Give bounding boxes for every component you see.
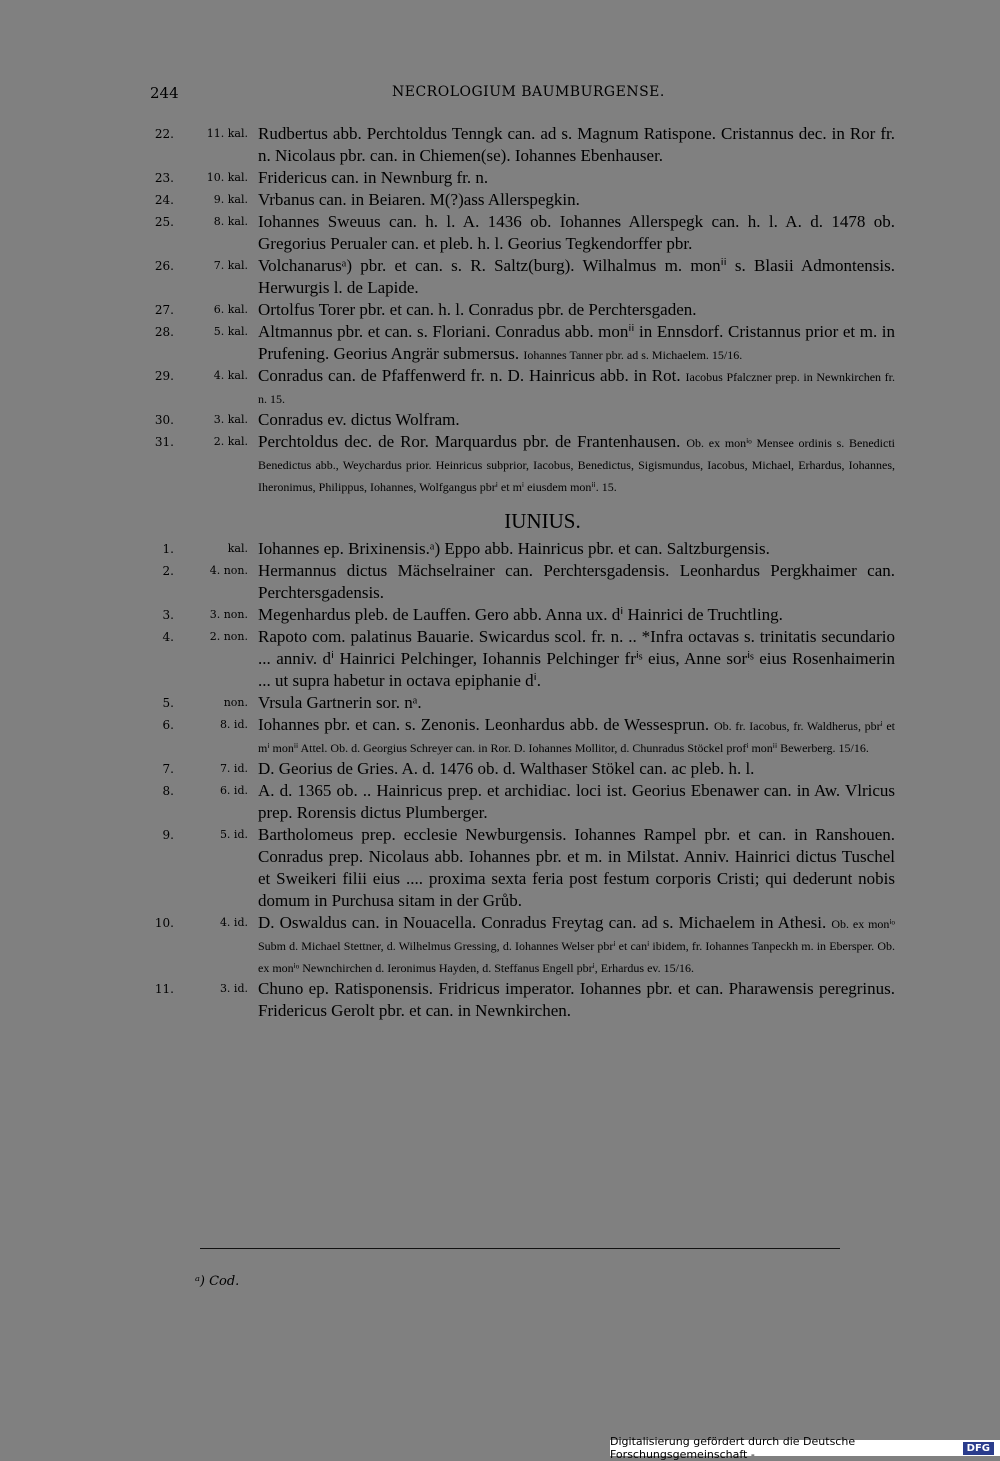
entry-row — [150, 538, 895, 560]
entry-text — [258, 299, 895, 321]
entry-date: non. — [223, 696, 248, 709]
entry-date: 4. non. — [209, 564, 248, 577]
entry-text — [258, 321, 895, 365]
entry-number: 7. — [162, 762, 174, 776]
entry-main-text: Perchtoldus dec. de Ror. Marquardus pbr. de Frantenhausen. — [258, 432, 681, 451]
entry-main-text: Chuno ep. Ratisponensis. Fridricus imperator. Iohannes pbr. et can. Pharawensis peregrinus. Fridericus Gerolt pbr. et can. in Newnkirchen. — [258, 979, 895, 1020]
entry-number: 5. — [162, 696, 174, 710]
entry-number: 24. — [154, 193, 174, 207]
entry-main-text: Ortolfus Torer pbr. et can. h. l. Conradus pbr. de Perchtersgaden. — [258, 300, 697, 319]
entry-date: 5. id. — [219, 828, 248, 841]
entry-number: 2. — [162, 564, 174, 578]
entry-text — [258, 409, 895, 431]
running-head: NECROLOGIUM BAUMBURGENSE. — [392, 84, 665, 100]
entry-text — [258, 978, 895, 1022]
entry-row — [150, 299, 895, 321]
entry-date: 4. kal. — [213, 369, 248, 382]
entry-text — [258, 189, 895, 211]
entry-date: 4. id. — [219, 916, 248, 929]
entry-number: 28. — [154, 325, 174, 339]
entry-row — [150, 167, 895, 189]
entry-row — [150, 431, 895, 497]
entry-row — [150, 189, 895, 211]
entry-main-text: Hermannus dictus Mächselrainer can. Perchtersgadensis. Leonhardus Pergkhaimer can. Perchtersgadensis. — [258, 561, 895, 602]
entry-text — [258, 560, 895, 604]
footer-bar — [610, 1435, 1000, 1461]
entry-later-addition: Iohannes Tanner pbr. ad s. Michaelem. 15/16. — [523, 348, 743, 362]
entry-row — [150, 604, 895, 626]
entry-text — [258, 431, 895, 497]
entry-main-text: Iohannes ep. Brixinensis.ᵃ) Eppo abb. Hainricus pbr. et can. Saltzburgensis. — [258, 539, 770, 558]
footer-text: Digitalisierung gefördert durch die Deutsche Forschungsgemeinschaft - — [610, 1435, 856, 1461]
entry-row — [150, 692, 895, 714]
entry-row — [150, 912, 895, 978]
entry-main-text: Iohannes pbr. et can. s. Zenonis. Leonhardus abb. de Wessesprun. — [258, 715, 710, 734]
entry-number: 1. — [162, 542, 174, 556]
entry-row — [150, 714, 895, 758]
entry-main-text: D. Georius de Gries. A. d. 1476 ob. d. Walthaser Stökel can. ac pleb. h. l. — [258, 759, 755, 778]
entry-date: 2. kal. — [213, 435, 248, 448]
entry-date: 9. kal. — [213, 193, 248, 206]
entry-date: 2. non. — [209, 630, 248, 643]
entry-number: 26. — [154, 259, 174, 273]
entry-number: 10. — [154, 916, 174, 930]
entry-date: kal. — [227, 542, 248, 555]
may-entries — [150, 123, 895, 497]
entry-number: 27. — [154, 303, 174, 317]
page-content — [150, 123, 895, 1022]
entry-later-addition: Ob. ex monⁱᵒ Subm d. Michael Stettner, d. Wilhelmus Gressing, d. Iohannes Welser pbrⁱ et canⁱ ibidem, fr. Iohannes Tanpeckh m. in Ebersper. Ob. ex monⁱᵒ Newnchirchen d. Ieronimus Hayden, d. Steffanus Engell pbrⁱ, Erhardus ev. 15/16. — [258, 917, 896, 975]
entry-row — [150, 978, 895, 1022]
entry-text — [258, 692, 895, 714]
entry-date: 8. id. — [219, 718, 248, 731]
entry-main-text: Vrbanus can. in Beiaren. M(?)ass Allerspegkin. — [258, 190, 580, 209]
entry-row — [150, 626, 895, 692]
entry-number: 11. — [154, 982, 174, 996]
entry-number: 9. — [162, 828, 174, 842]
entry-date: 6. id. — [219, 784, 248, 797]
entry-text — [258, 538, 895, 560]
footnote: ᵃ) Cod. — [195, 1274, 240, 1289]
entry-row — [150, 780, 895, 824]
entry-main-text: Altmannus pbr. et can. s. Floriani. Conradus abb. monⁱⁱ in Ennsdorf. Cristannus prior et m. in Prufening. Georius Angrär submersus. — [258, 322, 895, 363]
entry-main-text: A. d. 1365 ob. .. Hainricus prep. et archidiac. loci ist. Georius Ebenawer can. in Aw. Vlricus prep. Rorensis dictus Plumberger. — [258, 781, 895, 822]
entry-row — [150, 255, 895, 299]
entry-text — [258, 211, 895, 255]
entry-number: 31. — [154, 435, 174, 449]
entry-text — [258, 365, 895, 409]
entry-text — [258, 167, 895, 189]
entry-main-text: D. Oswaldus can. in Nouacella. Conradus Freytag can. ad s. Michaelem in Athesi. — [258, 913, 827, 932]
entry-date: 6. kal. — [213, 303, 248, 316]
entry-number: 22. — [154, 127, 174, 141]
entry-row — [150, 824, 895, 912]
entry-main-text: Fridericus can. in Newnburg fr. n. — [258, 168, 489, 187]
entry-date: 7. id. — [219, 762, 248, 775]
entry-date: 11. kal. — [206, 127, 248, 140]
entry-date: 3. non. — [209, 608, 248, 621]
entry-main-text: Bartholomeus prep. ecclesie Newburgensis. Iohannes Rampel pbr. et can. in Ranshouen. Conradus prep. Nicolaus abb. Iohannes pbr. et m. in Milstat. Anniv. Hainrici dictus Tuschel et Sweikeri filii eius .... proxima sexta feria post festum corporis Cristi; qui dederunt nobis domum in Purchusa sitam in der Grůb. — [258, 825, 895, 910]
entry-date: 7. kal. — [213, 259, 248, 272]
entry-text — [258, 912, 895, 978]
entry-row — [150, 758, 895, 780]
section-title: IUNIUS. — [504, 509, 581, 533]
june-entries — [150, 538, 895, 1022]
entry-number: 29. — [154, 369, 174, 383]
entry-text — [258, 824, 895, 912]
entry-text — [258, 123, 895, 167]
entry-number: 4. — [162, 630, 174, 644]
entry-main-text: Conradus ev. dictus Wolfram. — [258, 410, 460, 429]
entry-date: 10. kal. — [206, 171, 248, 184]
entry-number: 8. — [162, 784, 174, 798]
entry-later-addition: Iacobus Pfalczner prep. in Newnkirchen fr. n. 15. — [258, 370, 896, 406]
entry-main-text: Rapoto com. palatinus Bauarie. Swicardus scol. fr. n. .. *Infra octavas s. trinitatis secundario ... anniv. dⁱ Hainrici Pelchinger, Iohannis Pelchinger frⁱˢ eius, Anne sorⁱˢ eius Rosenhaimerin ... ut supra habetur in octava epiphanie dⁱ. — [258, 627, 895, 690]
entry-date: 8. kal. — [213, 215, 248, 228]
entry-row — [150, 123, 895, 167]
dfg-logo: DFG — [963, 1442, 994, 1455]
footnote-separator — [200, 1248, 840, 1249]
entry-number: 23. — [154, 171, 174, 185]
entry-number: 30. — [154, 413, 174, 427]
entry-date: 5. kal. — [213, 325, 248, 338]
entry-text — [258, 758, 895, 780]
entry-main-text: Volchanarusᵃ) pbr. et can. s. R. Saltz(burg). Wilhalmus m. monⁱⁱ s. Blasii Admontensis. Herwurgis l. de Lapide. — [258, 256, 895, 297]
entry-row — [150, 365, 895, 409]
page-number: 244 — [150, 84, 179, 102]
entry-later-addition: Ob. ex monⁱᵒ Mensee ordinis s. Benedicti Benedictus abb., Weychardus prior. Heinricus subprior, Iacobus, Benedictus, Sigismundus, Iacobus, Michael, Erhardus, Iohannes, Iheronimus, Philippus, Iohannes, Wolfgangus pbrⁱ et mⁱ eiusdem monⁱⁱ. 15. — [258, 436, 895, 494]
entry-main-text: Iohannes Sweuus can. h. l. A. 1436 ob. Iohannes Allerspegk can. h. l. A. d. 1478 ob. Gregorius Perualer can. et pleb. h. l. Georius Tegkendorffer pbr. — [258, 212, 895, 253]
entry-text — [258, 604, 895, 626]
entry-main-text: Megenhardus pleb. de Lauffen. Gero abb. Anna ux. dⁱ Hainrici de Truchtling. — [258, 605, 783, 624]
entry-later-addition: Ob. fr. Iacobus, fr. Waldherus, pbrⁱ et mⁱ monⁱⁱ Attel. Ob. d. Georgius Schreyer can. in Ror. D. Iohannes Mollitor, d. Chunradus Stöckel profⁱ monⁱⁱ Bewerberg. 15/16. — [258, 719, 896, 755]
entry-date: 3. id. — [219, 982, 248, 995]
entry-text — [258, 714, 895, 758]
entry-row — [150, 211, 895, 255]
entry-text — [258, 780, 895, 824]
entry-row — [150, 321, 895, 365]
entry-text — [258, 255, 895, 299]
entry-text — [258, 626, 895, 692]
entry-number: 3. — [162, 608, 174, 622]
entry-row — [150, 409, 895, 431]
entry-main-text: Conradus can. de Pfaffenwerd fr. n. D. Hainricus abb. in Rot. — [258, 366, 681, 385]
entry-main-text: Vrsula Gartnerin sor. nᵃ. — [258, 693, 422, 712]
entry-number: 6. — [162, 718, 174, 732]
entry-date: 3. kal. — [213, 413, 248, 426]
entry-row — [150, 560, 895, 604]
entry-main-text: Rudbertus abb. Perchtoldus Tenngk can. ad s. Magnum Ratispone. Cristannus dec. in Ror fr. n. Nicolaus pbr. can. in Chiemen(se). Iohannes Ebenhauser. — [258, 124, 895, 165]
entry-number: 25. — [154, 215, 174, 229]
